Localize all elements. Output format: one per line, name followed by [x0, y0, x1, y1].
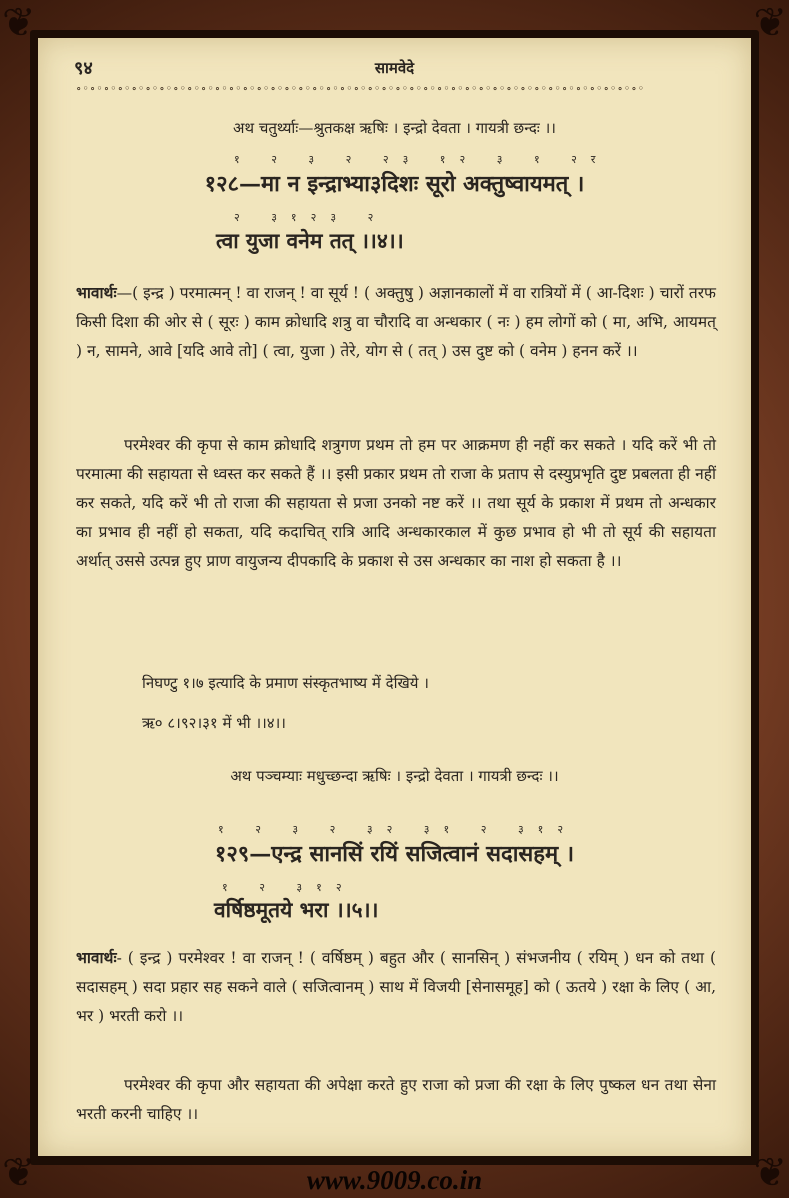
bhashya-text: - ( इन्द्र ) परमेश्वर ! वा राजन् ! ( वर्षिष्ठम् ) बहुत और ( सानसिन् ) संभजनीय ( रयिम् ) धन को तथा ( सदासहम् ) सदा प्रहार सह सकने वाले ( सजित्वानम् ) साथ में विजयी [सेनासमूह] को ( ऊतये ) रक्षा के लिए ( आ, भर ) भरती करो ।।	[76, 949, 716, 1025]
book-page	[38, 38, 751, 1156]
page-header	[38, 56, 751, 82]
page-title: सामवेदे	[374, 59, 415, 77]
explanation-128: परमेश्वर की कृपा से काम क्रोधादि शत्रुगण प्रथम तो हम पर आक्रमण ही नहीं कर सकते । यदि करें भी तो परमात्मा की सहायता से ध्वस्त कर सकते हैं ।। इसी प्रकार प्रथम तो राजा के प्रताप से दस्युप्रभृति दुष्ट प्रबलता ही नहीं कर सकते, यदि करें भी तो राजा की सहायता से प्रजा उनको नष्ट करें ।। तथा सूर्य के प्रकाश में प्रथम तो अन्धकार का प्रभाव ही नहीं हो सकता, यदि कदाचित् रात्रि आदि अन्धकारकाल में कुछ प्रभाव हो भी तो सूर्य की सहायता अर्थात् उससे उत्पन्न हुए प्राण वायुजन्य दीपकादि के प्रकाश से उस अन्धकार का नाश हो सकता है ।।	[76, 436, 716, 570]
ornamental-rule: ∘◦∘◦∘◦∘◦∘◦∘◦∘◦∘◦∘◦∘◦∘◦∘◦∘◦∘◦∘◦∘◦∘◦∘◦∘◦∘◦∘◦∘◦∘◦∘◦∘◦∘◦∘◦∘◦∘◦∘◦∘◦∘◦∘◦∘◦∘◦∘◦∘◦∘◦∘◦∘◦∘◦	[76, 82, 646, 95]
mantra-129-line2: वर्षिष्ठमूतये भरा ।।५।।	[214, 897, 379, 922]
mantra-129: १२९—एन्द्र सानसिं रयिं सजित्वानं सदासहम् ।	[214, 841, 575, 867]
bhashya-label: भावार्थः	[76, 283, 117, 302]
bhashya-128	[76, 278, 716, 366]
mantra-128-line2: त्वा युजा वनेम तत् ।।४।।	[216, 228, 404, 253]
reference-nighantu: निघण्टु १।७ इत्यादि के प्रमाण संस्कृतभाष्य में देखिये ।	[142, 674, 429, 692]
mantra-128: १२८—मा न इन्द्राभ्या३दिशः सूरो अक्तुष्वायमत् ।	[204, 171, 585, 197]
corner-ornament-icon: ❦	[2, 1150, 36, 1196]
section1-svara-marks: १ २ ३ २ २३ १२ ३ १ २र	[234, 153, 610, 166]
page-number: ९४	[74, 58, 93, 79]
bhashya-label: भावार्थः	[76, 948, 117, 967]
bhashya-text: —( इन्द्र ) परमात्मन् ! वा राजन् ! वा सूर्य ! ( अक्तुषु ) अज्ञानकालों में वा रात्रियों में ( आ-दिशः ) चारों तरफ किसी दिशा की ओर से ( सूरः ) काम क्रोधादि शत्रु वा चौरादि वा अन्धकार ( नः ) हम लोगों को ( मा, अभि, आयमत् ) न, सामने, आवे [यदि आवे तो] ( त्वा, युजा ) तेरे, योग से ( तत् ) उस दुष्ट को ( वनेम ) हनन करें ।।	[76, 284, 716, 360]
section1-intro: अथ चतुर्थ्याः—श्रुतकक्ष ऋषिः । इन्द्रो देवता । गायत्री छन्दः ।।	[233, 119, 556, 137]
corner-ornament-icon: ❦	[753, 1150, 787, 1196]
section1-svara-marks-2: २ ३१२३ २	[234, 211, 388, 224]
section2-svara-marks-2: १ २ ३१२	[222, 881, 356, 894]
website-watermark: www.9009.co.in	[306, 1165, 483, 1195]
explanation-129: परमेश्वर की कृपा और सहायता की अपेक्षा करते हुए राजा को प्रजा की रक्षा के लिए पुष्कल धन तथा सेना भरती करनी चाहिए ।।	[76, 1076, 716, 1123]
corner-ornament-icon: ❦	[2, 0, 36, 46]
reference-rigveda: ऋ० ८।९२।३१ में भी ।।४।।	[142, 714, 286, 732]
section2-svara-marks: १ २ ३ २ ३२ ३१ २ ३१२	[218, 823, 578, 836]
corner-ornament-icon: ❦	[753, 0, 787, 46]
bhashya-129	[76, 943, 716, 1031]
section2-intro: अथ पञ्चम्याः मधुच्छन्दा ऋषिः । इन्द्रो देवता । गायत्री छन्दः ।।	[230, 767, 559, 785]
